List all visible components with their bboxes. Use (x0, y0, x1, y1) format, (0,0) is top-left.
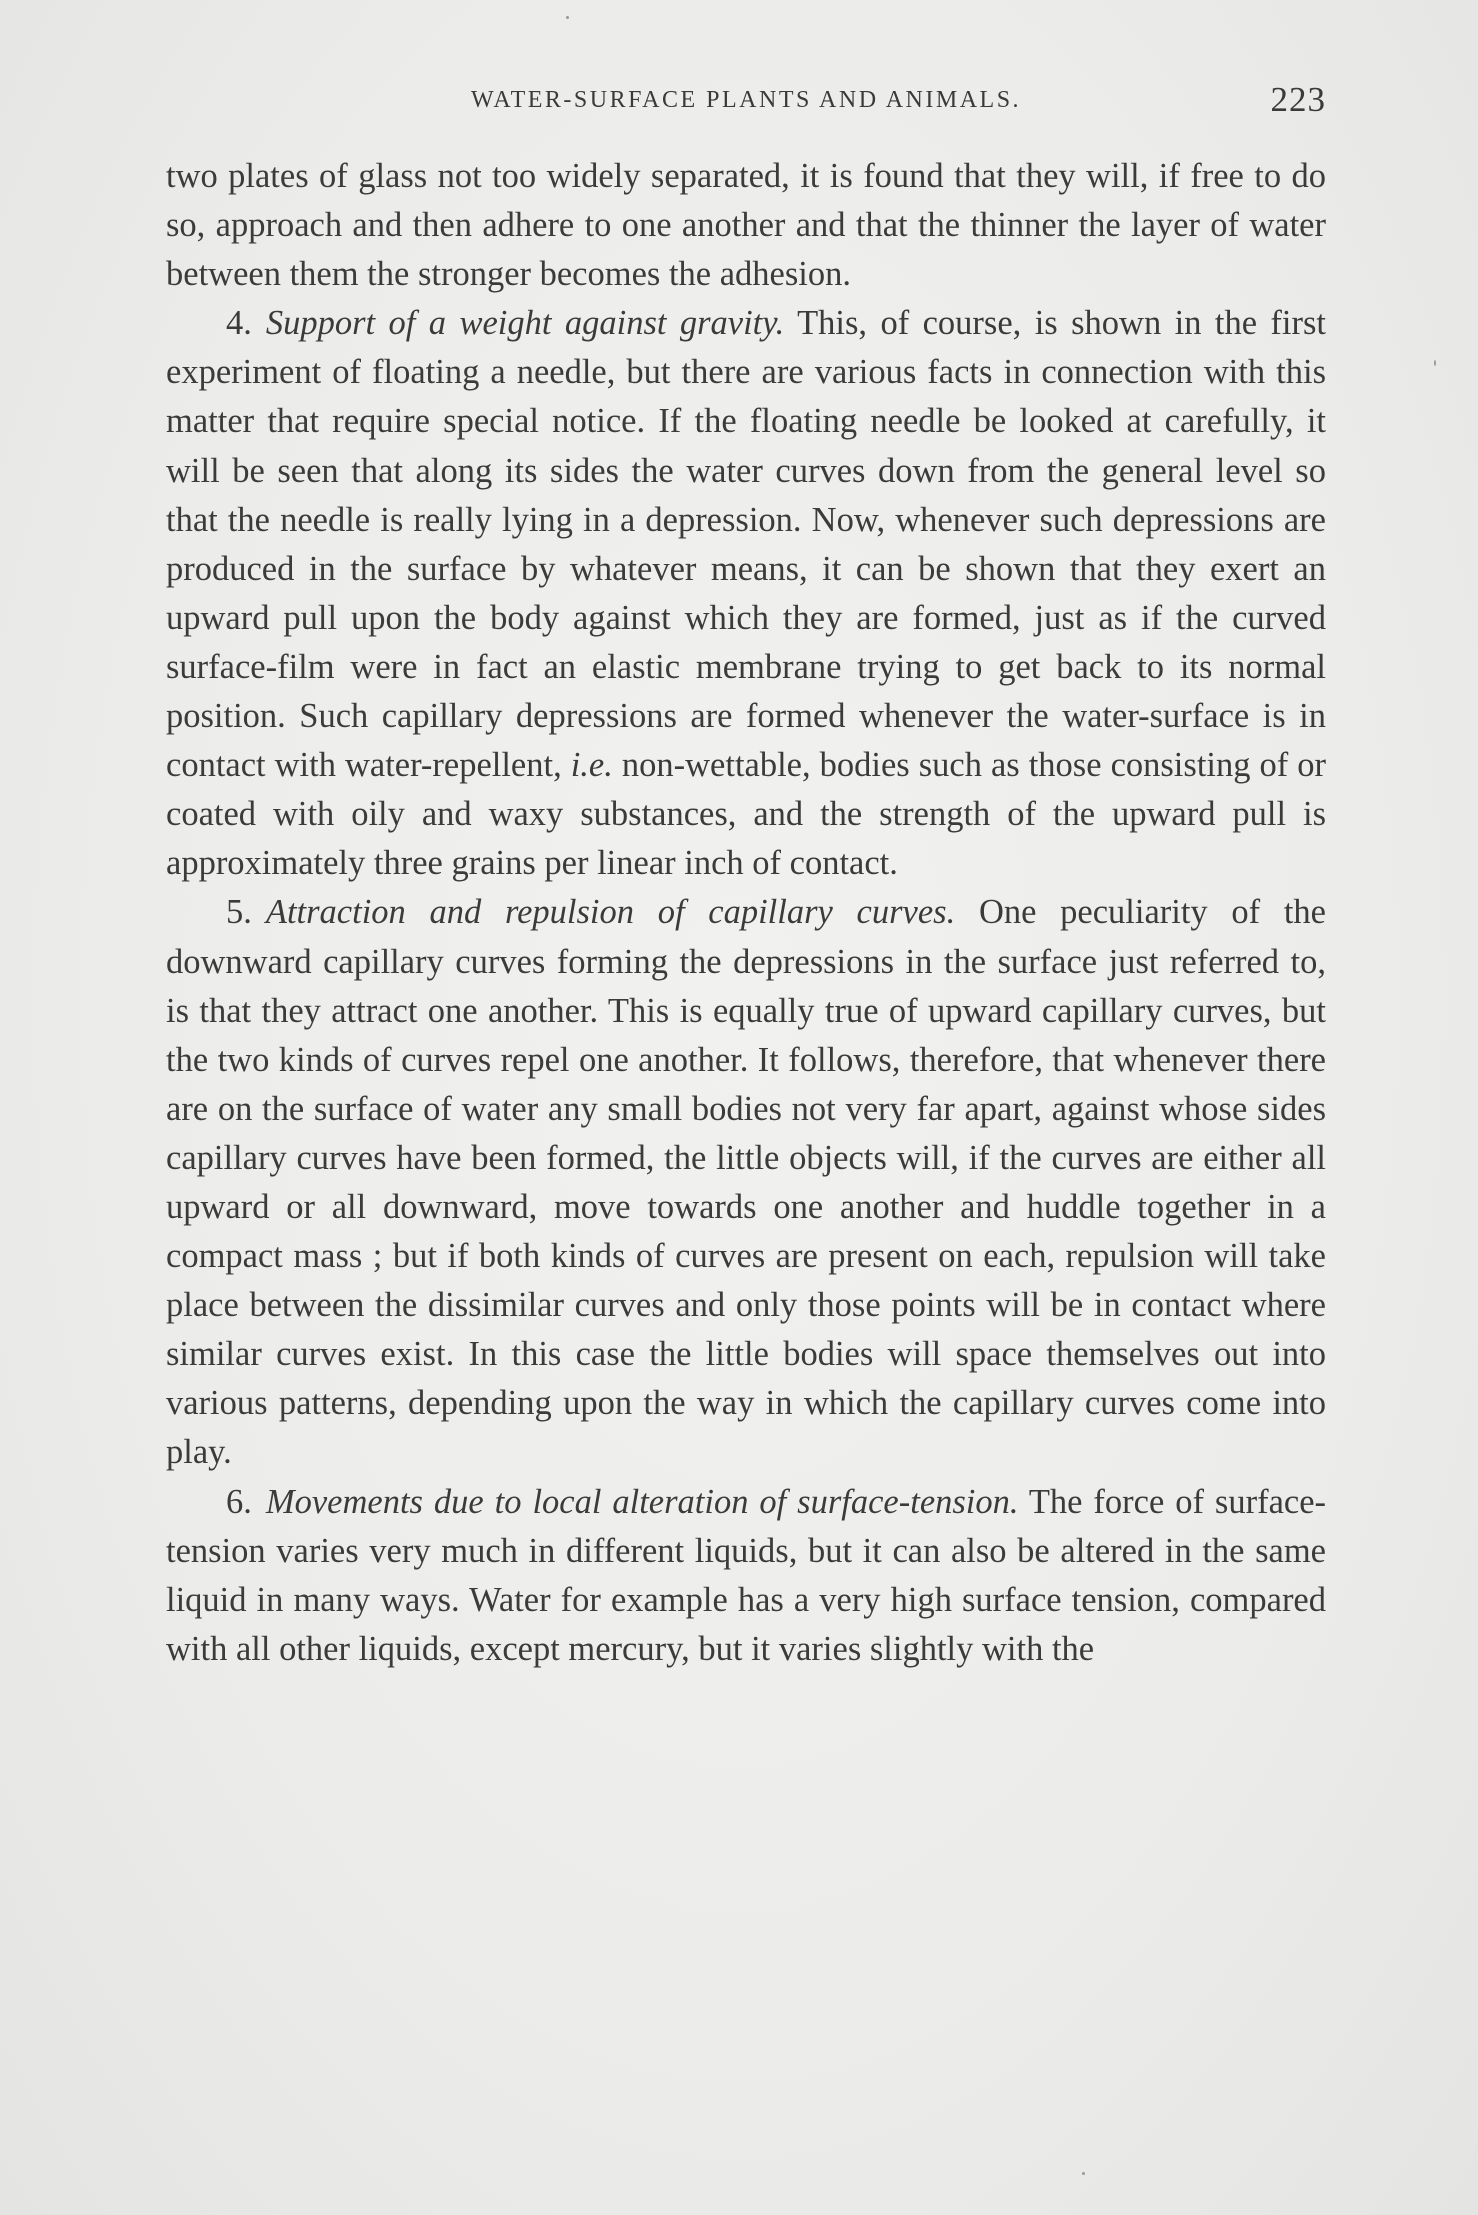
page-number: 223 (1270, 80, 1326, 119)
paragraph-text: non-wettable, bodies such as those consisting of or coated with oily and waxy substances, and the strength of the upward pull is approximately three grains per linear inch of contact. (166, 746, 1326, 883)
section-number: 5. (226, 893, 252, 932)
paragraph-text: The force of surface-tension varies very much in different liquids, but it can also be altered in the same liquid in many ways. Water for example has a very high surface tension, compared with all other liquids, except mercury, but it varies slightly with the (166, 1482, 1326, 1668)
paper-speck (566, 16, 569, 19)
paper-speck (1434, 360, 1436, 366)
paragraph-text: One peculiarity of the downward capillary curves forming the depressions in the surface just referred to, is that they attract one another. This is equally true of upward capillary curves, but the two kinds of curves repel one another. It follows, therefore, that whenever there are on the surface of water any small bodies not very far apart, against whose sides capillary curves have been formed, the little objects will, if the curves are either all upward or all downward, move towards one another and huddle together in a compact mass ; but if both kinds of curves are present on each, repulsion will take place between the dissimilar curves and only those points will be in contact where similar curves exist. In this case the little bodies will space themselves out into various patterns, depending upon the way in which the capillary curves come into play. (166, 893, 1326, 1472)
paragraph-section-5 (166, 888, 1326, 1477)
section-title: Attraction and repulsion of capillary curves. (265, 893, 956, 932)
running-head (166, 78, 1326, 122)
running-title: WATER-SURFACE PLANTS AND ANIMALS. (470, 87, 1022, 113)
paragraph-text: This, of course, is shown in the first experiment of floating a needle, but there are various facts in connection with this matter that require special notice. If the floating needle be looked at carefully, it will be seen that along its sides the water curves down from the general level so that the needle is really lying in a depression. Now, whenever such depressions are produced in the surface by whatever means, it can be shown that they exert an upward pull upon the body against which they are formed, just as if the curved surface-film were in fact an elastic membrane trying to get back to its normal position. Such capillary depressions are formed whenever the water-surface is in contact with water-repellent, (166, 304, 1326, 785)
section-number: 4. (226, 304, 252, 343)
section-title: Support of a weight against gravity. (265, 304, 785, 343)
body-text (166, 152, 1326, 1674)
section-title: Movements due to local alteration of surface-tension. (265, 1482, 1019, 1521)
section-number: 6. (226, 1482, 252, 1521)
paragraph-text: two plates of glass not too widely separated, it is found that they will, if free to do so, approach and then adhere to one another and that the thinner the layer of water between them the stronger becomes the adhesion. (166, 157, 1326, 294)
paper-speck (1082, 2172, 1085, 2175)
paragraph-section-4 (166, 299, 1326, 888)
paragraph-continued (166, 152, 1326, 299)
paragraph-section-6 (166, 1478, 1326, 1674)
italic-abbreviation: i.e. (570, 746, 613, 785)
